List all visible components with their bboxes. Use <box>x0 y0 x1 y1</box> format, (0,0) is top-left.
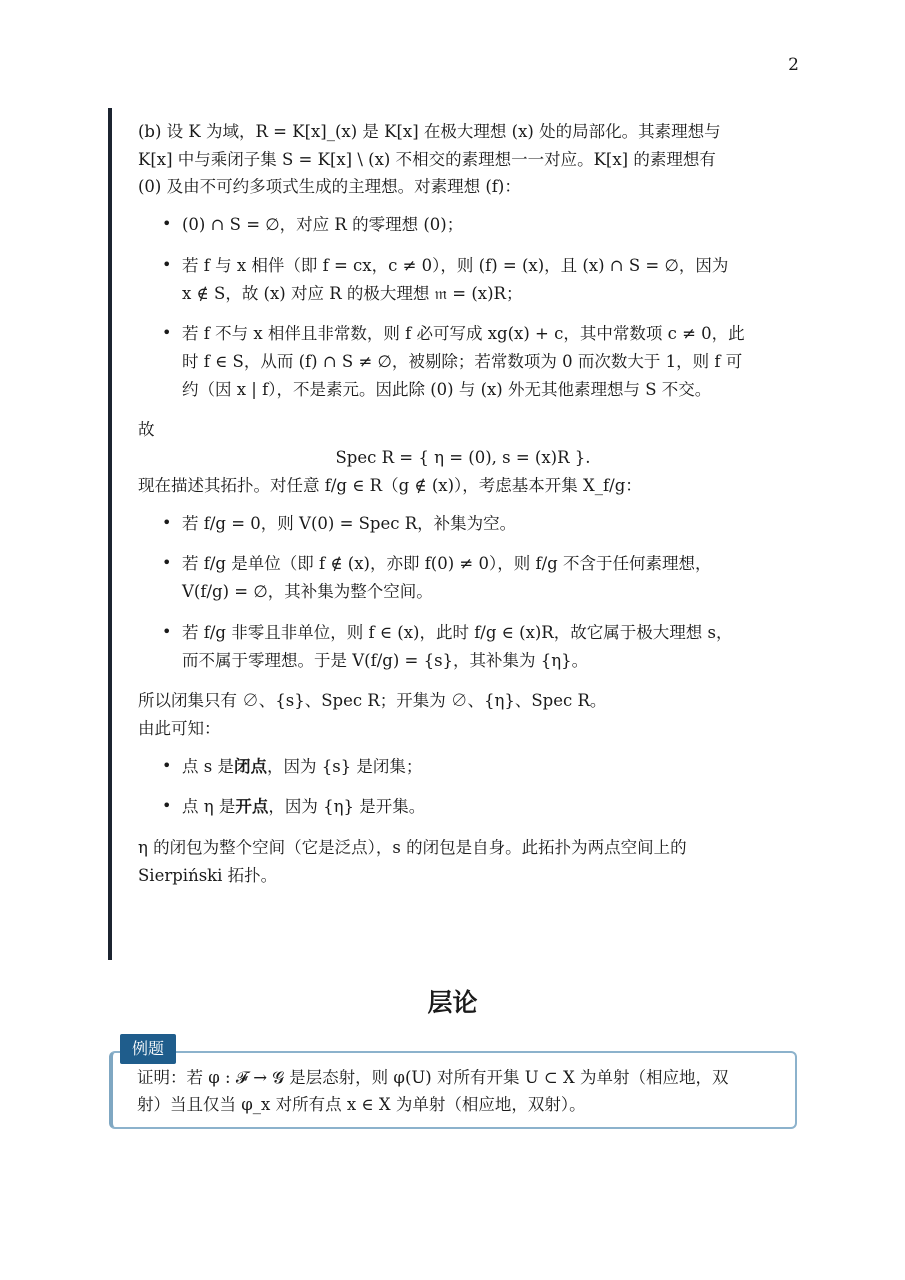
case-line: 时 f ∈ S，从而 (f) ∩ S ≠ ∅，被剔除；若常数项为 0 而次数大于 1，则 f 可 <box>182 352 743 372</box>
case-line: 若 f/g = 0，则 V(0) = Spec R，补集为空。 <box>182 513 517 533</box>
page-number: 2 <box>788 55 799 75</box>
section-title: 层论 <box>427 988 478 1017</box>
proof-intro-line: (0) 及由不可约多项式生成的主理想。对素理想 (f)： <box>138 177 521 197</box>
open-set-cases <box>138 510 788 675</box>
point-cases <box>138 753 788 821</box>
case-item <box>138 510 788 538</box>
spec-formula: Spec R = { η = (0), s = (x)R }. <box>335 448 591 468</box>
closed-sets-text: 所以闭集只有 ∅、{s}、Spec R；开集为 ∅、{η}、Spec R。 <box>138 691 607 711</box>
prime-ideal-cases <box>138 211 788 403</box>
example-line: 射）当且仅当 φ_x 对所有点 x ∈ X 为单射（相应地，双射）。 <box>137 1095 586 1115</box>
case-item <box>138 793 788 821</box>
case-text: ，因为 {s} 是闭集； <box>266 756 423 776</box>
case-line: 约（因 x | f），不是素元。因此除 (0) 与 (x) 外无其他素理想与 S 不交。 <box>182 379 712 399</box>
closing-line: η 的闭包为整个空间（它是泛点），s 的闭包是自身。此拓扑为两点空间上的 <box>138 838 687 858</box>
proof-block <box>108 108 788 960</box>
case-line: V(f/g) = ∅，其补集为整个空间。 <box>182 582 433 602</box>
proof-intro-line: K[x] 中与乘闭子集 S = K[x] \ (x) 不相交的素理想一一对应。K[x] 的素理想有 <box>138 149 716 169</box>
case-line: 若 f 与 x 相伴（即 f = cx，c ≠ 0），则 (f) = (x)，且 (x) ∩ S = ∅，因为 <box>182 255 729 275</box>
example-line: 证明：若 φ : 𝓕 → 𝓖 是层态射，则 φ(U) 对所有开集 U ⊂ X 为单射（相应地，双 <box>137 1068 729 1087</box>
example-text <box>137 1064 782 1119</box>
case-item <box>138 252 788 307</box>
case-line: 若 f 不与 x 相伴且非常数，则 f 必可写成 xg(x) + c，其中常数项 c ≠ 0，此 <box>182 324 745 344</box>
closing-text <box>138 834 788 889</box>
example-tag: 例题 <box>120 1034 176 1064</box>
case-line: 若 f/g 非零且非单位，则 f ∈ (x)，此时 f/g ∈ (x)R，故它属于极大理想 s， <box>182 622 733 642</box>
therefore-text: 故 <box>138 420 155 440</box>
case-text: 点 η 是 <box>182 797 236 817</box>
case-item <box>138 619 788 674</box>
proof-intro-line: (b) 设 K 为域，R = K[x]_(x) 是 K[x] 在极大理想 (x) 处的局部化。其素理想与 <box>138 122 721 141</box>
topology-intro: 现在描述其拓扑。对任意 f/g ∈ R（g ∉ (x)），考虑基本开集 X_f/g： <box>138 475 642 495</box>
case-item <box>138 550 788 605</box>
case-item <box>138 753 788 781</box>
closing-line: Sierpiński 拓扑。 <box>138 865 278 885</box>
bold-term: 闭点 <box>233 756 267 776</box>
case-line: (0) ∩ S = ∅，对应 R 的零理想 (0)； <box>182 215 464 235</box>
case-line: 而不属于零理想。于是 V(f/g) = {s}，其补集为 {η}。 <box>182 650 589 670</box>
case-item <box>138 320 788 403</box>
case-text: ，因为 {η} 是开集。 <box>268 797 426 817</box>
case-line: 若 f/g 是单位（即 f ∉ (x)，亦即 f(0) ≠ 0），则 f/g 不含于任何素理想， <box>182 554 712 574</box>
proof-intro <box>138 118 788 201</box>
case-item <box>138 211 788 239</box>
hence-text: 由此可知： <box>138 718 221 738</box>
case-text: 点 s 是 <box>182 756 234 776</box>
bold-term: 开点 <box>235 797 269 817</box>
case-line: x ∉ S，故 (x) 对应 R 的极大理想 𝔪 = (x)R； <box>182 283 523 303</box>
